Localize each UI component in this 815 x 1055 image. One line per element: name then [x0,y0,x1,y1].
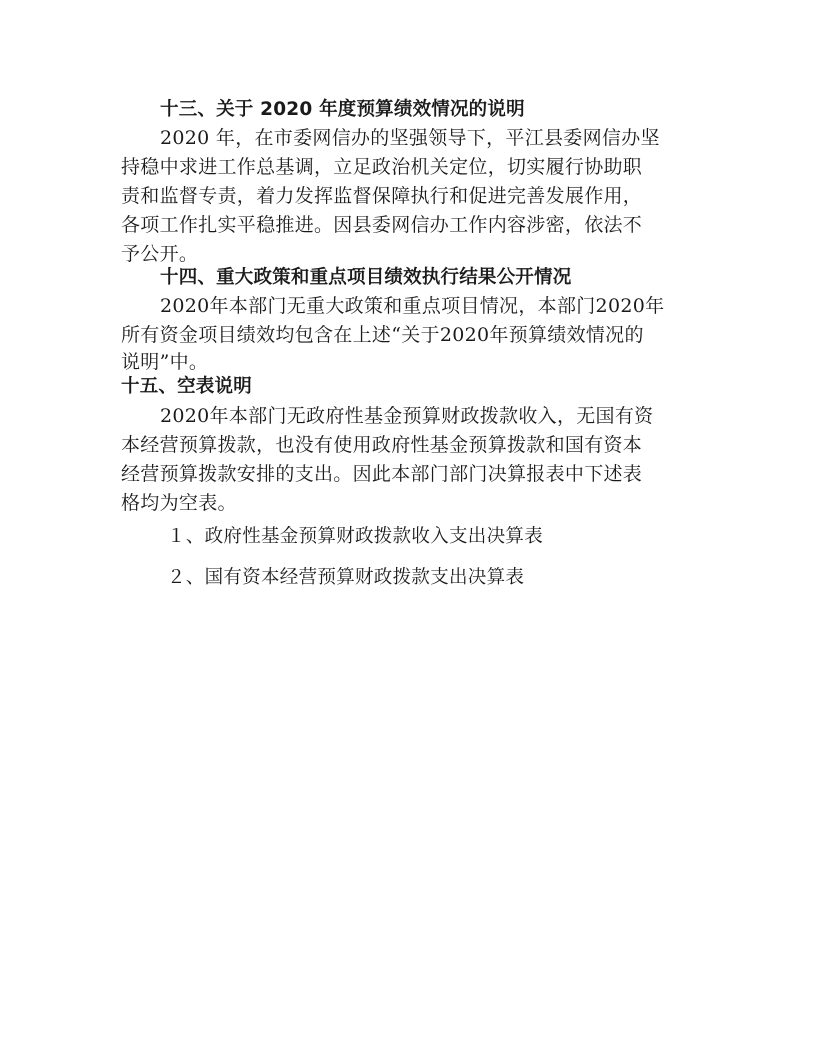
paragraph-line: 2020 年，在市委网信办的坚强领导下，平江县委网信办坚 [160,127,660,149]
section-heading-13: 十三、关于 2020 年度预算绩效情况的说明 [160,99,525,120]
paragraph-line: 本经营预算拨款，也没有使用政府性基金预算拨款和国有资本 [121,434,643,456]
paragraph-line: 责和监督专责，着力发挥监督保障执行和促进完善发展作用， [121,185,643,207]
paragraph-line: 所有资金项目绩效均包含在上述“关于2020年预算绩效情况的 [121,324,644,346]
section-heading-14: 十四、重大政策和重点项目绩效执行结果公开情况 [160,267,572,288]
list-item: １、政府性基金预算财政拨款收入支出决算表 [167,526,544,547]
paragraph-line: 持稳中求进工作总基调，立足政治机关定位，切实履行协助职 [121,156,643,178]
paragraph-line: 2020年本部门无政府性基金预算财政拨款收入，无国有资 [160,405,654,427]
paragraph-line: 2020年本部门无重大政策和重点项目情况，本部门2020年 [160,295,665,317]
section-heading-15: 十五、空表说明 [121,376,252,397]
list-item: ２、国有资本经营预算财政拨款支出决算表 [167,567,525,588]
paragraph-line: 各项工作扎实平稳推进。因县委网信办工作内容涉密，依法不 [121,214,643,236]
paragraph-line: 经营预算拨款安排的支出。因此本部门部门决算报表中下述表 [121,463,643,485]
paragraph-line: 予公开。 [121,243,199,265]
paragraph-line: 格均为空表。 [121,492,237,514]
paragraph-line: 说明”中。 [121,351,209,373]
